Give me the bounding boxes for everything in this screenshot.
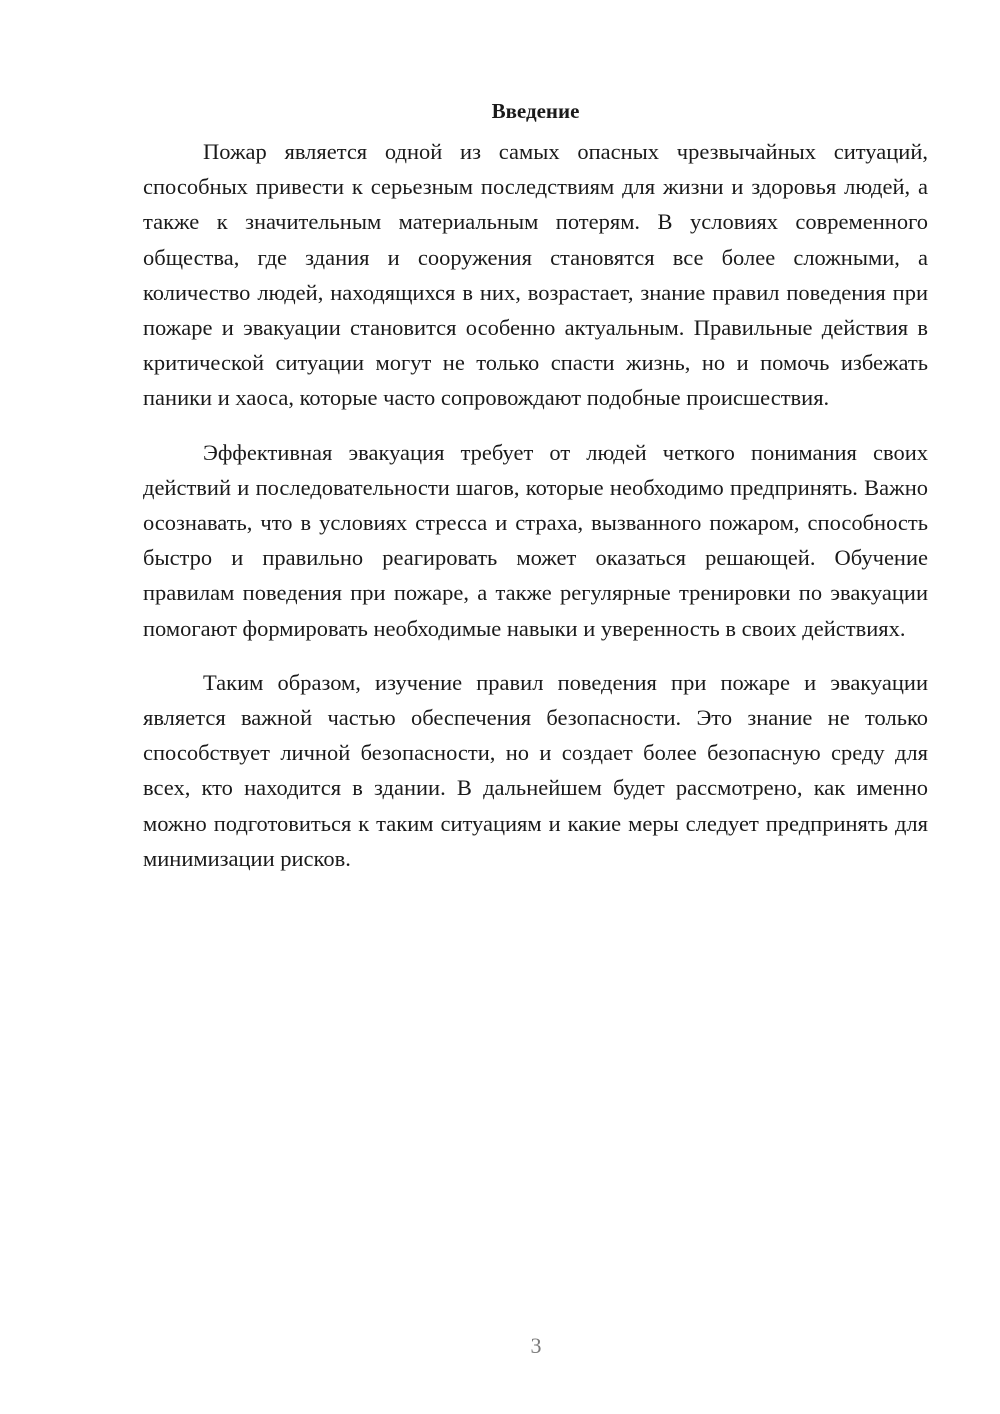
paragraph-1: Пожар является одной из самых опасных чрезвычайных ситуаций, способных привести к серьезным последствиям для жизни и здоровья людей, а также к значительным материальным потерям. В условиях современного общества, где здания и сооружения становятся все более сложными, а количество людей, находящихся в них, возрастает, знание правил поведения при пожаре и эвакуации становится особенно актуальным. Правильные действия в критической ситуации могут не только спасти жизнь, но и помочь избежать паники и хаоса, которые часто сопровождают подобные происшествия. [143, 139, 928, 411]
page-number: 3 [530, 1333, 542, 1358]
paragraph-3: Таким образом, изучение правил поведения при пожаре и эвакуации является важной частью обеспечения безопасности. Это знание не только способствует личной безопасности, но и создает более безопасную среду для всех, кто находится в здании. В дальнейшем будет рассмотрено, как именно можно подготовиться к таким ситуациям и какие меры следует предпринять для минимизации рисков. [143, 669, 928, 871]
page-content [143, 96, 928, 895]
section-title: Введение [491, 99, 580, 123]
paragraph-2: Эффективная эвакуация требует от людей четкого понимания своих действий и последовательности шагов, которые необходимо предпринять. Важно осознавать, что в условиях стресса и страха, вызванного пожаром, способность быстро и правильно реагировать может оказаться решающей. Обучение правилам поведения при пожаре, а также регулярные тренировки по эвакуации помогают формировать необходимые навыки и уверенность в своих действиях. [143, 439, 928, 641]
